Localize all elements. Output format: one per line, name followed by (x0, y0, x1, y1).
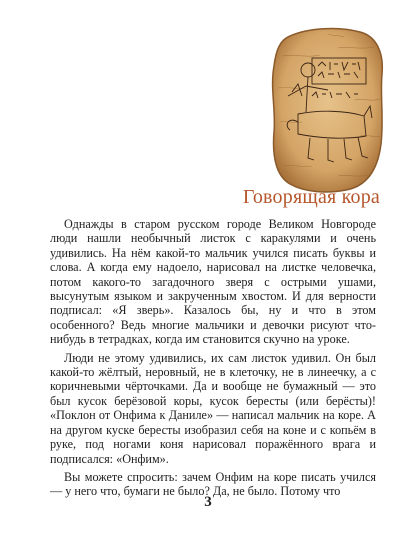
page-number: 3 (204, 494, 212, 510)
chapter-title: Говорящая кора (242, 186, 380, 208)
paragraph: Однажды в старом русском городе Великом Новгороде люди нашли необычный листок с каракулями и очень удивились. На нём какой-то мальчик учился писать буквы и слова. А когда ему надоело, нарисовал на листке человечка, потом какого-то загадочного зверя с острыми ушами, высунутым языком и закрученным хвостом. И для верности подписал: «Я зверь». Казалось бы, ну и что в этом особенного? Ведь многие мальчики и девочки рисуют что-нибудь в тетрадках, когда им становится скучно на уроке. (50, 217, 376, 347)
birch-bark-illustration (268, 26, 386, 194)
body-text (50, 217, 376, 503)
paragraph: Люди не этому удивились, их сам листок удивил. Он был какой-то жёлтый, неровный, не в клеточку, не в линеечку, а с коричневыми чёрточками. Да и вообще не бумажный — это был кусок берёзовой коры, кусок бересты (или берёсты)! «Поклон от Онфима к Даниле» — написал мальчик на коре. А на другом куске бересты изобразил себя на коне и с копьём в руке, под ногами коня нарисовал поражённого врага и подписался: «Онфим». (50, 350, 376, 466)
paragraph: Вы можете спросить: зачем Онфим на коре писать учился — у него что, бумаги не было? Да, не было. Потому что (50, 469, 376, 499)
